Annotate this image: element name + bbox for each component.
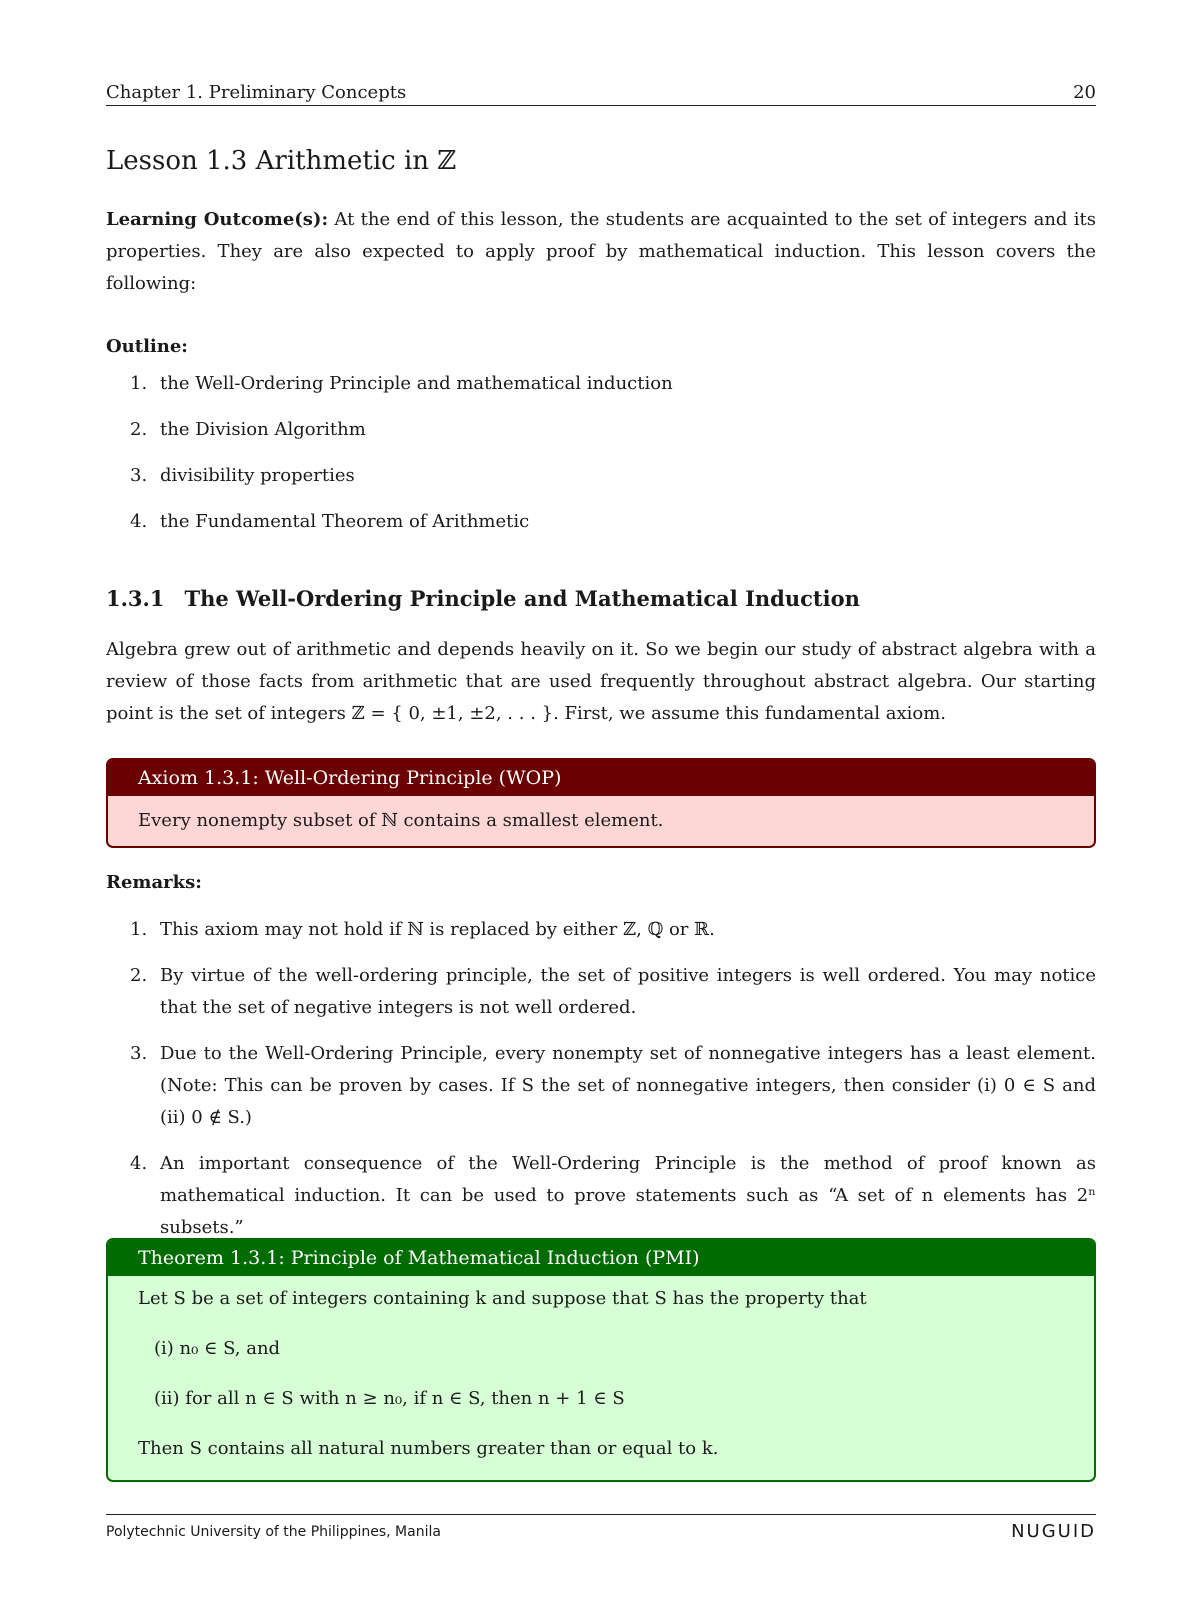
outline-item-text: the Well-Ordering Principle and mathematical induction xyxy=(160,373,673,394)
learning-outcome-text: At the end of this lesson, the students are acquainted to the set of integers and its properties. They are also expected to apply proof by mathematical induction. This lesson covers the following: xyxy=(106,209,1096,294)
lesson-title: Lesson 1.3 Arithmetic in ℤ xyxy=(106,146,457,176)
remarks-heading: Remarks: xyxy=(106,872,202,893)
outline-item-number: 4. xyxy=(130,511,148,532)
theorem-title: Theorem 1.3.1: Principle of Mathematical Induction (PMI) xyxy=(108,1240,1094,1276)
section-title-text: The Well-Ordering Principle and Mathematical Induction xyxy=(184,586,860,611)
remark-number: 1. xyxy=(130,919,148,940)
learning-outcome-label: Learning Outcome(s): xyxy=(106,209,329,230)
outline-item-text: the Division Algorithm xyxy=(160,419,366,440)
theorem-box xyxy=(106,1238,1096,1482)
theorem-condition: (i) n₀ ∈ S, and xyxy=(154,1338,281,1359)
outline-heading: Outline: xyxy=(106,336,188,357)
outline-item-number: 2. xyxy=(130,419,148,440)
section-title xyxy=(106,586,860,611)
theorem-intro: Let S be a set of integers containing k and suppose that S has the property that xyxy=(138,1288,867,1309)
remark-item xyxy=(130,1148,1096,1244)
theorem-conclusion: Then S contains all natural numbers greater than or equal to k. xyxy=(138,1438,719,1459)
axiom-box xyxy=(106,758,1096,848)
outline-item xyxy=(130,368,1096,400)
outline-item xyxy=(130,460,1096,492)
page-number: 20 xyxy=(1073,82,1096,103)
axiom-body: Every nonempty subset of ℕ contains a smallest element. xyxy=(138,810,664,831)
section-paragraph: Algebra grew out of arithmetic and depends heavily on it. So we begin our study of abstract algebra with a review of those facts from arithmetic that are used frequently throughout abstract algebra. Our starting point is the set of integers ℤ = { 0, ±1, ±2, . . . }. First, we assume this fundamental axiom. xyxy=(106,639,1096,724)
footer-author: NUGUID xyxy=(1011,1521,1096,1542)
remark-item xyxy=(130,1038,1096,1134)
theorem-condition: (ii) for all n ∈ S with n ≥ n₀, if n ∈ S, then n + 1 ∈ S xyxy=(154,1388,625,1409)
remark-text: An important consequence of the Well-Ordering Principle is the method of proof known as mathematical induction. It can be used to prove statements such as “A set of n elements has 2ⁿ subsets.” xyxy=(160,1153,1096,1238)
theorem-body xyxy=(108,1276,1094,1482)
learning-outcome xyxy=(106,204,1096,300)
chapter-title: Chapter 1. Preliminary Concepts xyxy=(106,82,407,103)
outline-item-text: the Fundamental Theorem of Arithmetic xyxy=(160,511,530,532)
remark-number: 2. xyxy=(130,965,148,986)
outline-item-text: divisibility properties xyxy=(160,465,355,486)
page-footer xyxy=(106,1514,1096,1542)
remark-text: By virtue of the well-ordering principle, the set of positive integers is well ordered. You may notice that the set of negative integers is not well ordered. xyxy=(160,965,1096,1018)
axiom-title: Axiom 1.3.1: Well-Ordering Principle (WOP) xyxy=(108,760,1094,796)
remark-item xyxy=(130,914,1096,946)
outline-item xyxy=(130,414,1096,446)
page-header xyxy=(106,76,1096,106)
outline-item-number: 1. xyxy=(130,373,148,394)
remark-number: 3. xyxy=(130,1043,148,1064)
outline-item xyxy=(130,506,1096,538)
footer-institution: Polytechnic University of the Philippines, Manila xyxy=(106,1523,441,1540)
section-number: 1.3.1 xyxy=(106,586,165,611)
outline-item-number: 3. xyxy=(130,465,148,486)
remark-text: This axiom may not hold if ℕ is replaced by either ℤ, ℚ or ℝ. xyxy=(160,919,715,940)
remark-number: 4. xyxy=(130,1153,148,1174)
remark-item xyxy=(130,960,1096,1024)
remark-text: Due to the Well-Ordering Principle, every nonempty set of nonnegative integers has a least element. (Note: This can be proven by cases. If S the set of nonnegative integers, then consider (i) 0 ∈ S and (ii) 0 ∉ S.) xyxy=(160,1043,1096,1128)
